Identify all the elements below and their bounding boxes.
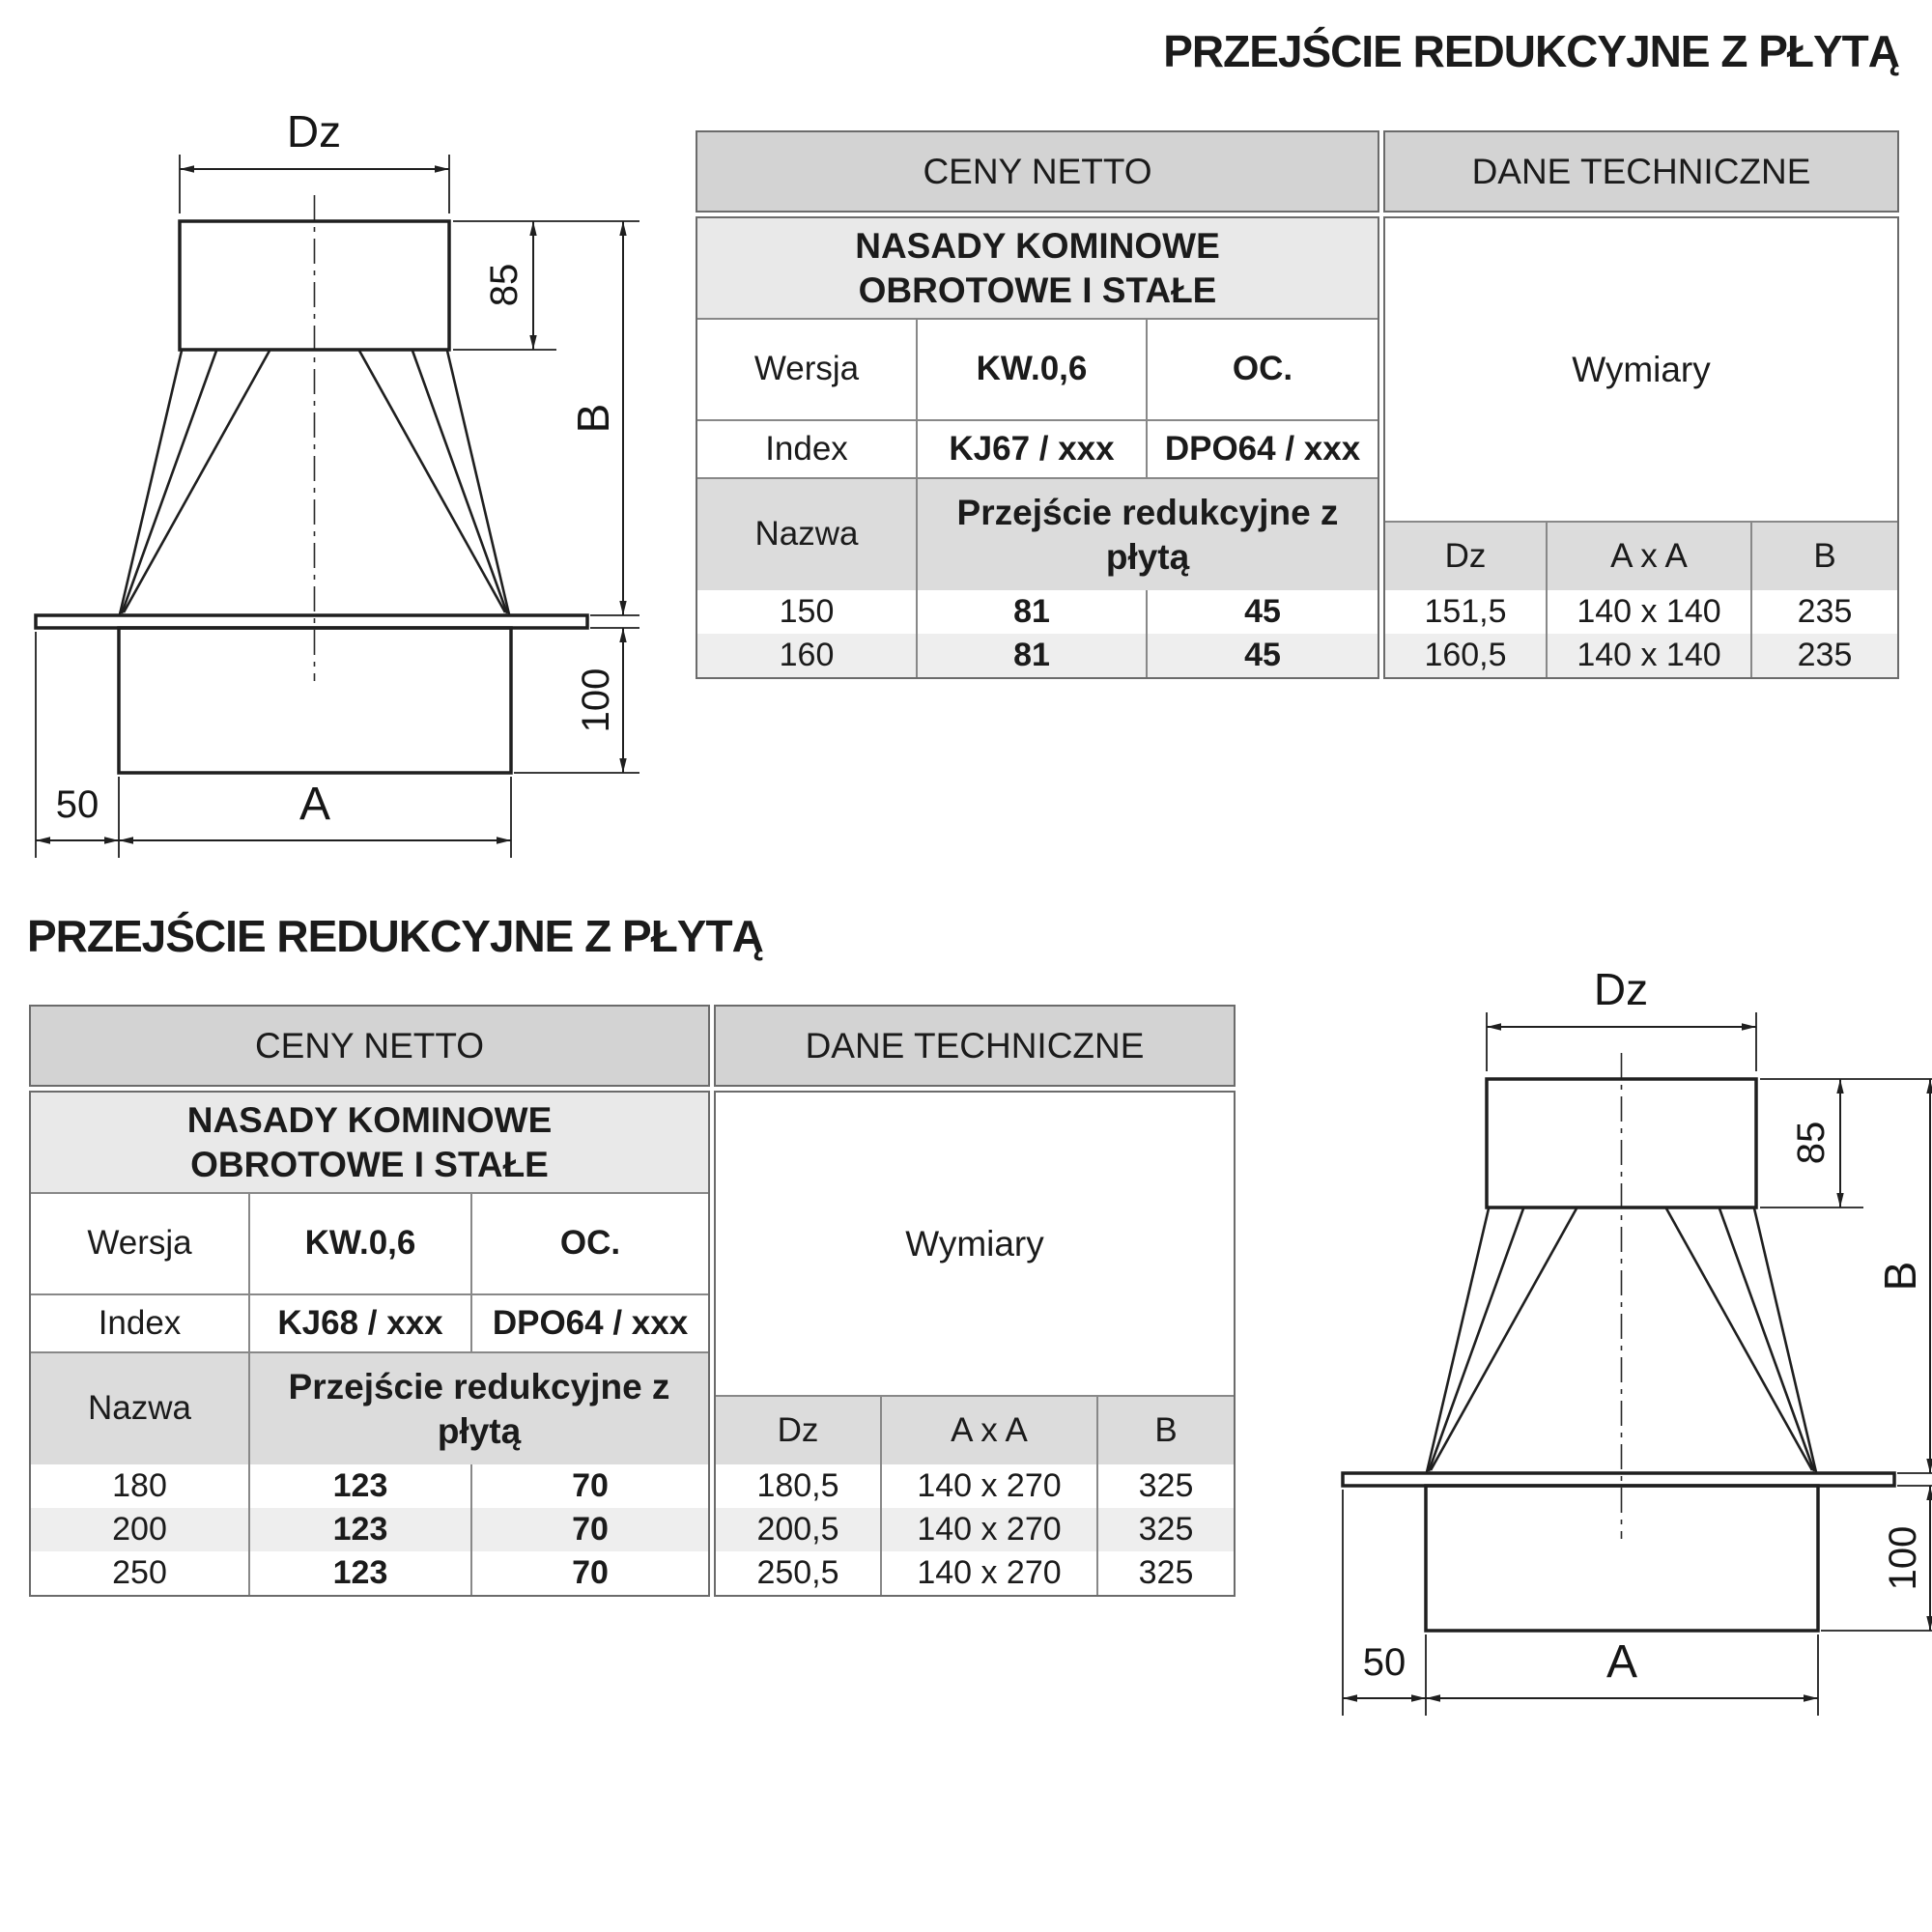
price-table-header: CENY NETTO <box>29 1005 710 1087</box>
category-cell <box>31 1093 708 1194</box>
tech-table-bottom <box>714 1005 1236 1597</box>
row-b-cell: 325 <box>1138 1466 1194 1504</box>
dim-label-b: B <box>568 403 618 434</box>
dim-label-50: 50 <box>1362 1641 1406 1684</box>
version-kw-cell: KW.0,6 <box>918 320 1148 421</box>
col-header-b: B <box>1098 1397 1234 1464</box>
row-name-cell: 250 <box>31 1551 250 1595</box>
category-line2: OBROTOWE I STAŁE <box>858 270 1217 310</box>
index-label-cell: Index <box>697 421 918 479</box>
row-axa-cell: 140 x 270 <box>882 1508 1098 1551</box>
index-kw-cell: KJ67 / xxx <box>918 421 1148 479</box>
price-table-header: CENY NETTO <box>696 130 1379 213</box>
row-name-cell: 200 <box>31 1508 250 1551</box>
drawing-dimensions <box>1343 1012 1932 1716</box>
dimensions-cell: Wymiary <box>716 1093 1234 1397</box>
version-oc-cell: OC. <box>1148 320 1378 421</box>
row-price-oc-cell: 70 <box>472 1508 708 1551</box>
row-price-kw-cell: 123 <box>250 1464 472 1508</box>
row-name-cell: 150 <box>697 590 918 634</box>
version-kw-cell: KW.0,6 <box>250 1194 472 1295</box>
tech-table-top <box>1383 130 1899 679</box>
technical-drawing-top <box>12 87 654 874</box>
dim-label-a: A <box>298 779 331 830</box>
col-header-b: B <box>1752 523 1897 590</box>
index-label-cell: Index <box>31 1295 250 1353</box>
row-b-cell: 235 <box>1752 634 1897 677</box>
price-table-top <box>696 130 1379 679</box>
row-price-oc-cell: 70 <box>572 1466 609 1504</box>
tech-table-header: DANE TECHNICZNE <box>1383 130 1899 213</box>
row-name-cell: 160 <box>697 634 918 677</box>
row-dz-cell: 200,5 <box>716 1508 882 1551</box>
name-label-cell: Nazwa <box>697 479 918 590</box>
dim-label-a: A <box>1605 1636 1638 1688</box>
row-price-kw-cell: 123 <box>250 1551 472 1595</box>
row-price-kw-cell: 81 <box>918 634 1148 677</box>
col-header-axa: A x A <box>1548 523 1752 590</box>
row-axa-cell: 140 x 270 <box>882 1551 1098 1595</box>
dim-label-100: 100 <box>1882 1525 1924 1591</box>
row-dz-cell: 250,5 <box>716 1551 882 1595</box>
dim-label-100: 100 <box>575 668 617 733</box>
product-name-cell: Przejście redukcyjne z płytą <box>250 1353 708 1464</box>
drawing-dimensions <box>36 155 639 858</box>
row-dz-cell: 151,5 <box>1385 590 1548 634</box>
version-label-cell: Wersja <box>31 1194 250 1295</box>
dim-label-85: 85 <box>1790 1121 1833 1165</box>
dim-label-dz: Dz <box>1593 964 1649 1014</box>
row-b-cell: 325 <box>1138 1553 1194 1591</box>
category-line1: NASADY KOMINOWE <box>855 226 1220 267</box>
row-price-kw-cell: 123 <box>250 1508 472 1551</box>
category-line1: NASADY KOMINOWE <box>186 1100 553 1141</box>
col-header-axa: A x A <box>882 1397 1098 1464</box>
row-price-oc-cell: 70 <box>572 1553 609 1591</box>
page-title-top: PRZEJŚCIE REDUKCYJNE Z PŁYTĄ <box>1163 26 1899 76</box>
product-name-cell: Przejście redukcyjne z płytą <box>918 479 1378 590</box>
tech-table-header: DANE TECHNICZNE <box>714 1005 1236 1087</box>
row-dz-cell: 160,5 <box>1385 634 1548 677</box>
name-label-cell: Nazwa <box>31 1353 250 1464</box>
index-oc-cell: DPO64 / xxx <box>1148 421 1378 479</box>
col-header-dz: Dz <box>716 1397 882 1464</box>
version-label-cell: Wersja <box>697 320 918 421</box>
dim-label-85: 85 <box>483 263 526 307</box>
dimensions-cell: Wymiary <box>1385 218 1897 523</box>
category-line2: OBROTOWE I STAŁE <box>190 1144 549 1184</box>
dim-label-dz: Dz <box>286 106 342 156</box>
dim-label-50: 50 <box>55 783 99 826</box>
row-axa-cell: 140 x 140 <box>1548 590 1752 634</box>
row-axa-cell: 140 x 140 <box>1548 634 1752 677</box>
version-oc-cell: OC. <box>472 1194 708 1295</box>
technical-drawing-bottom <box>1319 945 1932 1732</box>
index-oc-cell: DPO64 / xxx <box>472 1295 708 1353</box>
dim-label-b: B <box>1875 1261 1925 1292</box>
col-header-dz: Dz <box>1385 523 1548 590</box>
page-title-bottom: PRZEJŚCIE REDUKCYJNE Z PŁYTĄ <box>27 911 763 961</box>
row-name-cell: 180 <box>31 1464 250 1508</box>
row-price-oc-cell: 45 <box>1148 634 1378 677</box>
price-table-bottom <box>29 1005 710 1597</box>
row-price-kw-cell: 81 <box>918 590 1148 634</box>
row-b-cell: 235 <box>1797 592 1853 630</box>
row-dz-cell: 180,5 <box>716 1464 882 1508</box>
index-kw-cell: KJ68 / xxx <box>250 1295 472 1353</box>
row-axa-cell: 140 x 270 <box>882 1464 1098 1508</box>
category-cell <box>697 218 1378 320</box>
row-b-cell: 325 <box>1098 1508 1234 1551</box>
row-price-oc-cell: 45 <box>1244 592 1281 630</box>
